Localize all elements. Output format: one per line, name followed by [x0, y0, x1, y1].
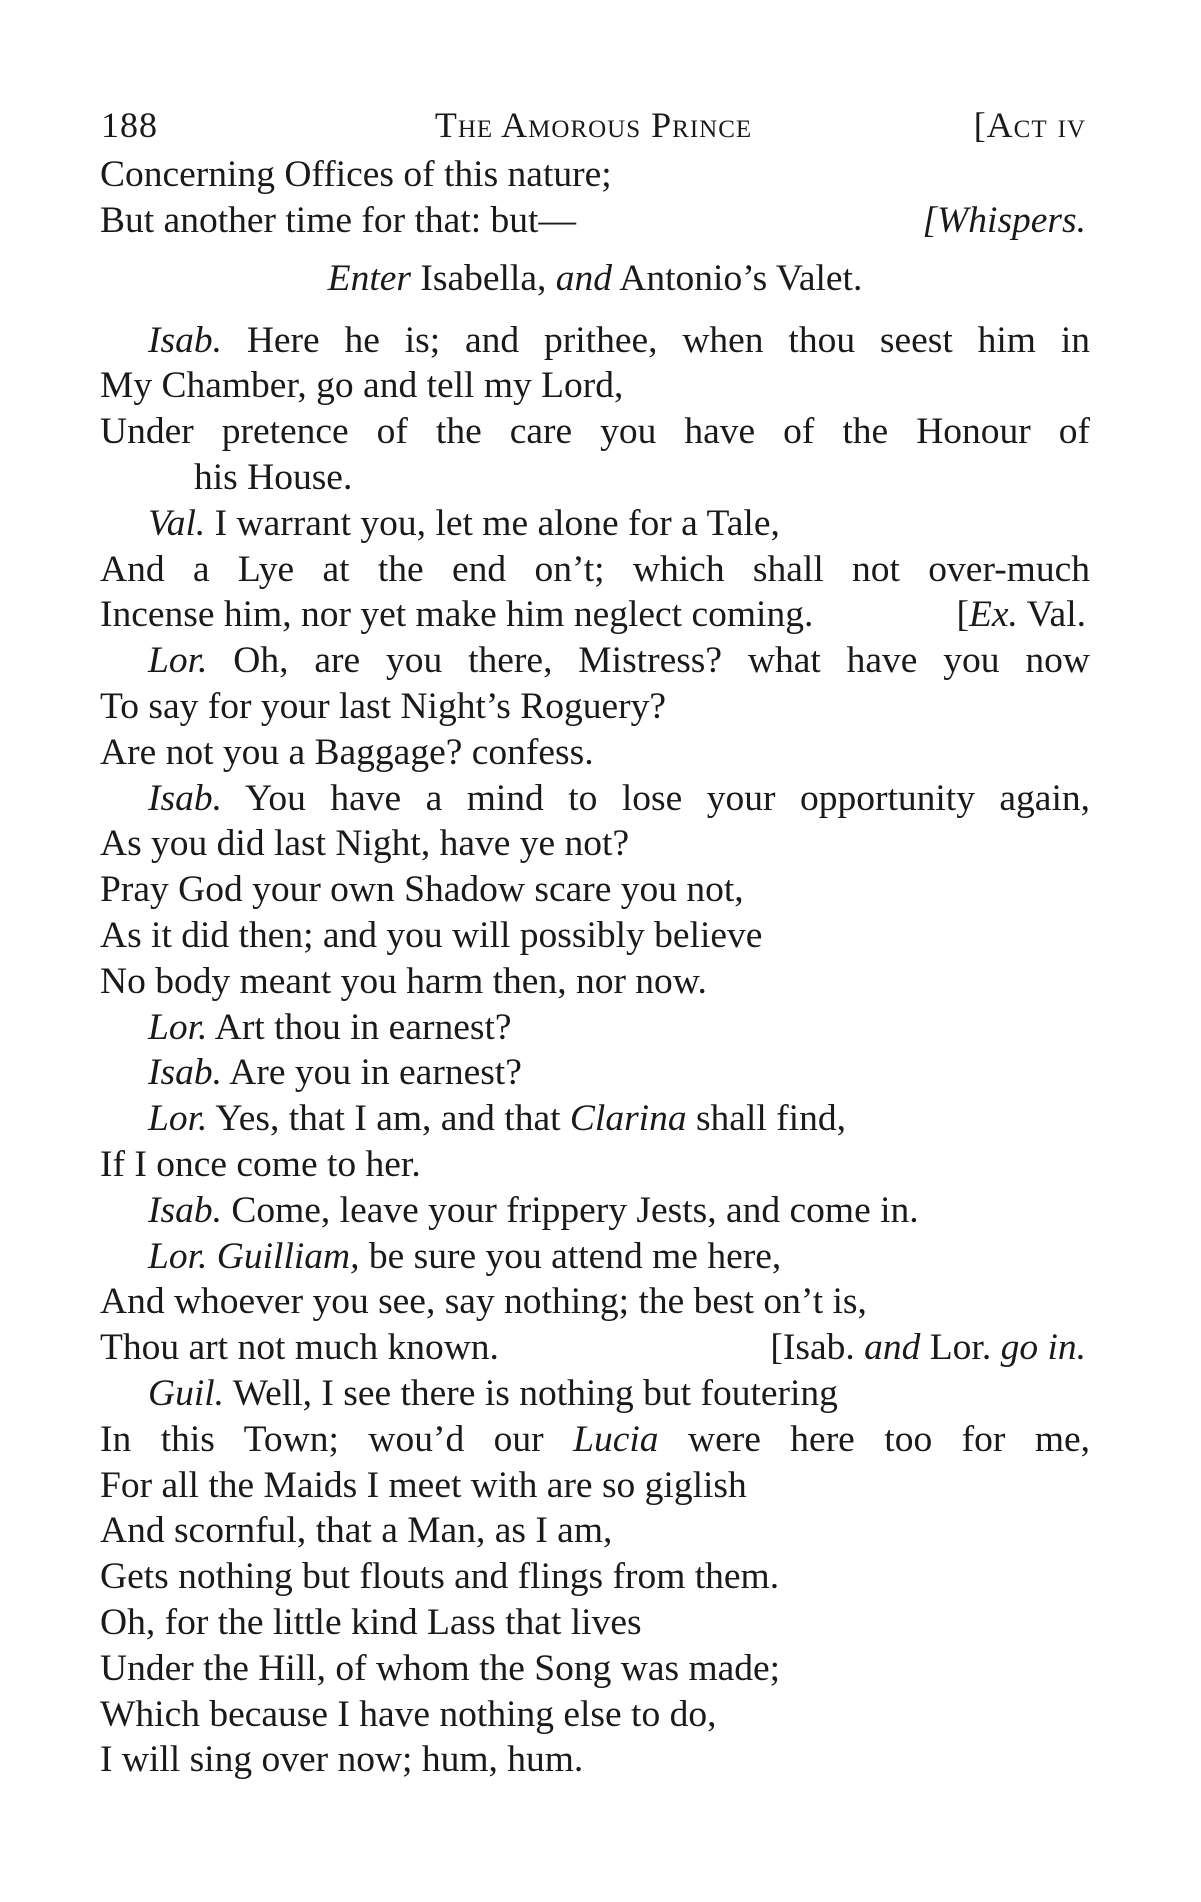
text-line: Gets nothing but flouts and flings from them.: [100, 1556, 780, 1598]
speaker-name: Isab.: [148, 1189, 222, 1231]
speaker-name: Isab.: [148, 777, 222, 819]
speaker-name: Lor.: [148, 1098, 208, 1140]
text-line: I will sing over now; hum, hum.: [100, 1739, 584, 1781]
stage-heading: Enter Isabella, and Antonio’s Valet.: [327, 257, 863, 299]
character-name: Lucia: [573, 1418, 659, 1460]
page-header: [101, 104, 1086, 148]
text-line: Concerning Offices of this nature;: [100, 154, 612, 195]
text-line: Under pretence of the care you have of the Honour of: [100, 411, 1090, 453]
speech-line: Lor. Oh, are you there, Mistress? what have you now: [148, 640, 1091, 682]
speech-line: Lor. Yes, that I am, and that Clarina shall find,: [148, 1098, 846, 1140]
text-line: As you did last Night, have ye not?: [100, 823, 630, 865]
text-line: And whoever you see, say nothing; the best on’t is,: [100, 1281, 867, 1323]
speech-line: Lor. Guilliam, be sure you attend me here,: [148, 1235, 782, 1277]
text-line: Pray God your own Shadow scare you not,: [100, 869, 744, 911]
text-line: Under the Hill, of whom the Song was made;: [100, 1647, 781, 1689]
text-line: As it did then; and you will possibly believe: [100, 914, 763, 956]
text-line: Incense him, nor yet make him neglect coming. [Ex. Val.: [100, 592, 1090, 638]
text-line: No body meant you harm then, nor now.: [100, 960, 707, 1002]
text-line: Are not you a Baggage? confess.: [100, 731, 594, 773]
running-title: The Amorous Prince: [434, 105, 753, 145]
character-name: Guilliam,: [216, 1235, 360, 1277]
text-line: his House.: [194, 456, 353, 498]
speaker-name: Val.: [148, 502, 206, 544]
exit-direction: [Ex. Val.: [956, 594, 1086, 636]
speaker-name: Lor.: [148, 1235, 208, 1277]
speaker-name: Lor.: [148, 640, 208, 682]
speaker-name: Isab.: [148, 319, 222, 361]
text-line: My Chamber, go and tell my Lord,: [100, 365, 624, 407]
text-line: To say for your last Night’s Roguery?: [100, 685, 667, 727]
text-line: But another time for that: but— [Whispers.: [100, 198, 1090, 244]
speech-line: Guil. Well, I see there is nothing but foutering: [148, 1372, 838, 1414]
speech-line: Val. I warrant you, let me alone for a Tale,: [148, 502, 780, 544]
speech-line: Lor. Art thou in earnest?: [148, 1006, 512, 1048]
character-name: Clarina: [569, 1098, 687, 1140]
act-label: [Act iv: [973, 105, 1086, 145]
text-line: Oh, for the little kind Lass that lives: [100, 1601, 642, 1643]
speaker-name: Guil.: [148, 1372, 225, 1414]
speech-line: Isab. You have a mind to lose your opportunity again,: [148, 777, 1090, 819]
text-line: In this Town; wou’d our Lucia were here too for me,: [100, 1418, 1091, 1460]
stage-direction: [Whispers.: [922, 199, 1086, 241]
speech-line: Isab. Are you in earnest?: [148, 1052, 522, 1094]
text-line: If I once come to her.: [100, 1143, 421, 1185]
text-line: And a Lye at the end on’t; which shall not over-much: [100, 548, 1090, 590]
page-number: 188: [101, 105, 158, 145]
text-line: And scornful, that a Man, as I am,: [100, 1510, 613, 1552]
play-text: [100, 152, 1090, 1783]
text-line: For all the Maids I meet with are so giglish: [100, 1464, 747, 1506]
speaker-name: Isab.: [148, 1052, 222, 1094]
text-line: Thou art not much known. [Isab. and Lor. go in.: [100, 1325, 1090, 1371]
speech-line: Isab. Come, leave your frippery Jests, and come in.: [148, 1189, 919, 1231]
text-line: Which because I have nothing else to do,: [100, 1693, 717, 1735]
exit-direction: [Isab. and Lor. go in.: [770, 1327, 1086, 1369]
speaker-name: Lor.: [148, 1006, 208, 1048]
speech-line: Isab. Here he is; and prithee, when thou seest him in: [148, 319, 1090, 361]
